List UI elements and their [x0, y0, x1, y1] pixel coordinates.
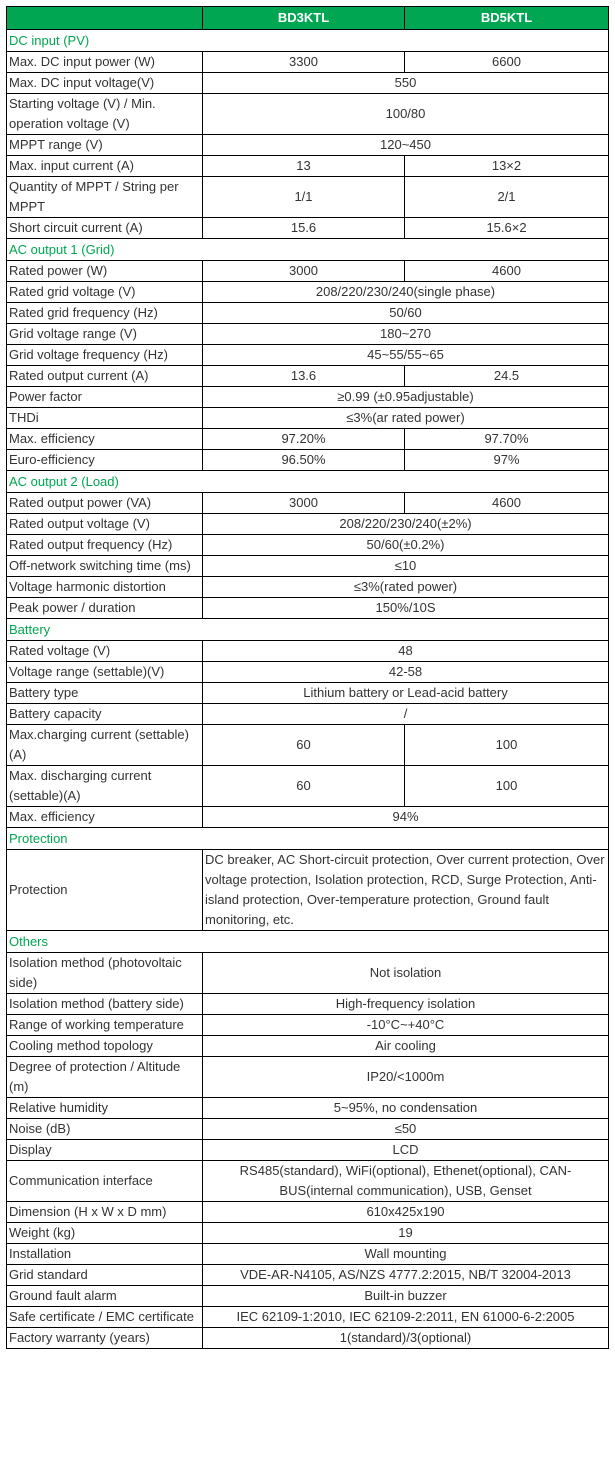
- spec-value-model-2: 6600: [405, 52, 609, 73]
- spec-value-model-1: 60: [203, 725, 405, 766]
- spec-row: [7, 429, 609, 450]
- spec-label: Rated output power (VA): [7, 493, 203, 514]
- spec-value-model-1: 3000: [203, 493, 405, 514]
- spec-label: Rated power (W): [7, 261, 203, 282]
- spec-label: Max. DC input voltage(V): [7, 73, 203, 94]
- spec-row: [7, 598, 609, 619]
- spec-value-model-2: 97.70%: [405, 429, 609, 450]
- spec-row: [7, 366, 609, 387]
- spec-value: IEC 62109-1:2010, IEC 62109-2:2011, EN 61000-6-2:2005: [203, 1307, 609, 1328]
- spec-row: [7, 52, 609, 73]
- spec-value-model-2: 97%: [405, 450, 609, 471]
- spec-row: [7, 156, 609, 177]
- spec-row: [7, 535, 609, 556]
- spec-value: ≤3%(rated power): [203, 577, 609, 598]
- spec-row: [7, 1015, 609, 1036]
- spec-label: Weight (kg): [7, 1223, 203, 1244]
- spec-value-model-2: 13×2: [405, 156, 609, 177]
- spec-row: [7, 1161, 609, 1202]
- spec-label: Degree of protection / Altitude (m): [7, 1057, 203, 1098]
- spec-label: Rated output frequency (Hz): [7, 535, 203, 556]
- spec-value: ≤50: [203, 1119, 609, 1140]
- spec-row: [7, 387, 609, 408]
- spec-value: 1(standard)/3(optional): [203, 1328, 609, 1349]
- spec-row: [7, 1140, 609, 1161]
- spec-row: [7, 577, 609, 598]
- spec-value: LCD: [203, 1140, 609, 1161]
- section-header-row: [7, 828, 609, 850]
- spec-label: Max. discharging current (settable)(A): [7, 766, 203, 807]
- spec-row: [7, 135, 609, 156]
- spec-label: Installation: [7, 1244, 203, 1265]
- spec-label: Safe certificate / EMC certificate: [7, 1307, 203, 1328]
- spec-row: [7, 1202, 609, 1223]
- spec-row: [7, 408, 609, 429]
- section-header-row: [7, 619, 609, 641]
- spec-label: Rated output current (A): [7, 366, 203, 387]
- spec-value: Built-in buzzer: [203, 1286, 609, 1307]
- spec-value: 45~55/55~65: [203, 345, 609, 366]
- section-header-row: [7, 931, 609, 953]
- spec-value: -10°C~+40°C: [203, 1015, 609, 1036]
- spec-value-model-1: 97.20%: [203, 429, 405, 450]
- spec-row: [7, 807, 609, 828]
- spec-row: [7, 683, 609, 704]
- spec-value-model-2: 100: [405, 725, 609, 766]
- spec-label: Short circuit current (A): [7, 218, 203, 239]
- spec-label: Voltage range (settable)(V): [7, 662, 203, 683]
- section-title: Battery: [7, 619, 609, 641]
- section-header-row: [7, 239, 609, 261]
- spec-label: Voltage harmonic distortion: [7, 577, 203, 598]
- spec-row: [7, 1098, 609, 1119]
- spec-label: MPPT range (V): [7, 135, 203, 156]
- spec-value: Wall mounting: [203, 1244, 609, 1265]
- spec-value: 610x425x190: [203, 1202, 609, 1223]
- spec-value: ≤3%(ar rated power): [203, 408, 609, 429]
- spec-value: 19: [203, 1223, 609, 1244]
- spec-row: [7, 994, 609, 1015]
- spec-value-model-1: 60: [203, 766, 405, 807]
- spec-value: 180~270: [203, 324, 609, 345]
- spec-label: Off-network switching time (ms): [7, 556, 203, 577]
- spec-row: [7, 345, 609, 366]
- spec-value-model-1: 13.6: [203, 366, 405, 387]
- header-model-1: BD3KTL: [203, 7, 405, 30]
- spec-value: 100/80: [203, 94, 609, 135]
- spec-label: Grid voltage frequency (Hz): [7, 345, 203, 366]
- spec-value: 50/60(±0.2%): [203, 535, 609, 556]
- section-header-row: [7, 471, 609, 493]
- spec-label: Display: [7, 1140, 203, 1161]
- spec-row: [7, 1244, 609, 1265]
- spec-row: [7, 218, 609, 239]
- spec-label: Factory warranty (years): [7, 1328, 203, 1349]
- spec-label: Max.charging current (settable)(A): [7, 725, 203, 766]
- section-title: AC output 2 (Load): [7, 471, 609, 493]
- spec-row: [7, 662, 609, 683]
- spec-value-model-1: 15.6: [203, 218, 405, 239]
- spec-row: [7, 1119, 609, 1140]
- spec-value: High-frequency isolation: [203, 994, 609, 1015]
- spec-row: [7, 766, 609, 807]
- spec-label: Battery capacity: [7, 704, 203, 725]
- spec-label: Grid standard: [7, 1265, 203, 1286]
- spec-value-model-1: 13: [203, 156, 405, 177]
- spec-label: Max. DC input power (W): [7, 52, 203, 73]
- spec-row: [7, 514, 609, 535]
- spec-label: Power factor: [7, 387, 203, 408]
- spec-label: Rated voltage (V): [7, 641, 203, 662]
- spec-row: [7, 556, 609, 577]
- spec-row: [7, 1265, 609, 1286]
- spec-row: [7, 953, 609, 994]
- section-title: DC input (PV): [7, 30, 609, 52]
- spec-label: Rated output voltage (V): [7, 514, 203, 535]
- spec-table: [6, 6, 609, 1349]
- spec-row: [7, 850, 609, 931]
- spec-row: [7, 1036, 609, 1057]
- spec-row: [7, 1223, 609, 1244]
- spec-label: Max. efficiency: [7, 807, 203, 828]
- spec-label: Max. efficiency: [7, 429, 203, 450]
- spec-value-model-2: 4600: [405, 493, 609, 514]
- spec-value-model-2: 100: [405, 766, 609, 807]
- spec-label: Euro-efficiency: [7, 450, 203, 471]
- spec-value: 120~450: [203, 135, 609, 156]
- spec-row: [7, 282, 609, 303]
- spec-row: [7, 493, 609, 514]
- spec-label: Dimension (H x W x D mm): [7, 1202, 203, 1223]
- spec-label: Communication interface: [7, 1161, 203, 1202]
- spec-value: 150%/10S: [203, 598, 609, 619]
- spec-label: Battery type: [7, 683, 203, 704]
- spec-value: 50/60: [203, 303, 609, 324]
- spec-row: [7, 1307, 609, 1328]
- spec-label: Rated grid voltage (V): [7, 282, 203, 303]
- spec-value: 94%: [203, 807, 609, 828]
- spec-label: THDi: [7, 408, 203, 429]
- spec-row: [7, 704, 609, 725]
- spec-row: [7, 73, 609, 94]
- spec-label: Noise (dB): [7, 1119, 203, 1140]
- spec-value-model-2: 15.6×2: [405, 218, 609, 239]
- spec-value: Air cooling: [203, 1036, 609, 1057]
- spec-value: DC breaker, AC Short-circuit protection, Over current protection, Over voltage protection, Isolation protection, RCD, Surge Protection, Anti-island protection, Over-temperature protection, Ground fault monitoring, etc.: [203, 850, 609, 931]
- spec-value: IP20/<1000m: [203, 1057, 609, 1098]
- spec-label: Rated grid frequency (Hz): [7, 303, 203, 324]
- section-header-row: [7, 30, 609, 52]
- spec-label: Max. input current (A): [7, 156, 203, 177]
- spec-value: ≥0.99 (±0.95adjustable): [203, 387, 609, 408]
- spec-value: ≤10: [203, 556, 609, 577]
- spec-label: Relative humidity: [7, 1098, 203, 1119]
- spec-label: Grid voltage range (V): [7, 324, 203, 345]
- spec-value: 208/220/230/240(single phase): [203, 282, 609, 303]
- spec-value: 48: [203, 641, 609, 662]
- section-title: Protection: [7, 828, 609, 850]
- spec-value: RS485(standard), WiFi(optional), Ethenet(optional), CAN-BUS(internal communication), USB, Genset: [203, 1161, 609, 1202]
- spec-row: [7, 1328, 609, 1349]
- spec-label: Protection: [7, 850, 203, 931]
- spec-value: Lithium battery or Lead-acid battery: [203, 683, 609, 704]
- spec-label: Starting voltage (V) / Min. operation voltage (V): [7, 94, 203, 135]
- spec-row: [7, 1057, 609, 1098]
- spec-row: [7, 94, 609, 135]
- header-row: [7, 7, 609, 30]
- spec-row: [7, 324, 609, 345]
- spec-label: Isolation method (battery side): [7, 994, 203, 1015]
- spec-value-model-2: 24.5: [405, 366, 609, 387]
- spec-label: Isolation method (photovoltaic side): [7, 953, 203, 994]
- spec-value: 208/220/230/240(±2%): [203, 514, 609, 535]
- spec-row: [7, 450, 609, 471]
- header-corner-cell: [7, 7, 203, 30]
- spec-table-container: [6, 6, 608, 1349]
- spec-label: Peak power / duration: [7, 598, 203, 619]
- spec-value-model-1: 1/1: [203, 177, 405, 218]
- section-title: Others: [7, 931, 609, 953]
- spec-value-model-2: 2/1: [405, 177, 609, 218]
- spec-row: [7, 303, 609, 324]
- spec-value: Not isolation: [203, 953, 609, 994]
- spec-value-model-2: 4600: [405, 261, 609, 282]
- spec-row: [7, 641, 609, 662]
- spec-value: /: [203, 704, 609, 725]
- spec-table-body: [7, 30, 609, 1349]
- header-model-2: BD5KTL: [405, 7, 609, 30]
- section-title: AC output 1 (Grid): [7, 239, 609, 261]
- spec-value: VDE-AR-N4105, AS/NZS 4777.2:2015, NB/T 32004-2013: [203, 1265, 609, 1286]
- spec-row: [7, 177, 609, 218]
- spec-row: [7, 1286, 609, 1307]
- spec-value-model-1: 96.50%: [203, 450, 405, 471]
- spec-value: 5~95%, no condensation: [203, 1098, 609, 1119]
- spec-value-model-1: 3300: [203, 52, 405, 73]
- spec-row: [7, 261, 609, 282]
- spec-row: [7, 725, 609, 766]
- spec-label: Quantity of MPPT / String per MPPT: [7, 177, 203, 218]
- spec-label: Range of working temperature: [7, 1015, 203, 1036]
- spec-value: 42-58: [203, 662, 609, 683]
- spec-label: Cooling method topology: [7, 1036, 203, 1057]
- spec-value-model-1: 3000: [203, 261, 405, 282]
- spec-label: Ground fault alarm: [7, 1286, 203, 1307]
- spec-value: 550: [203, 73, 609, 94]
